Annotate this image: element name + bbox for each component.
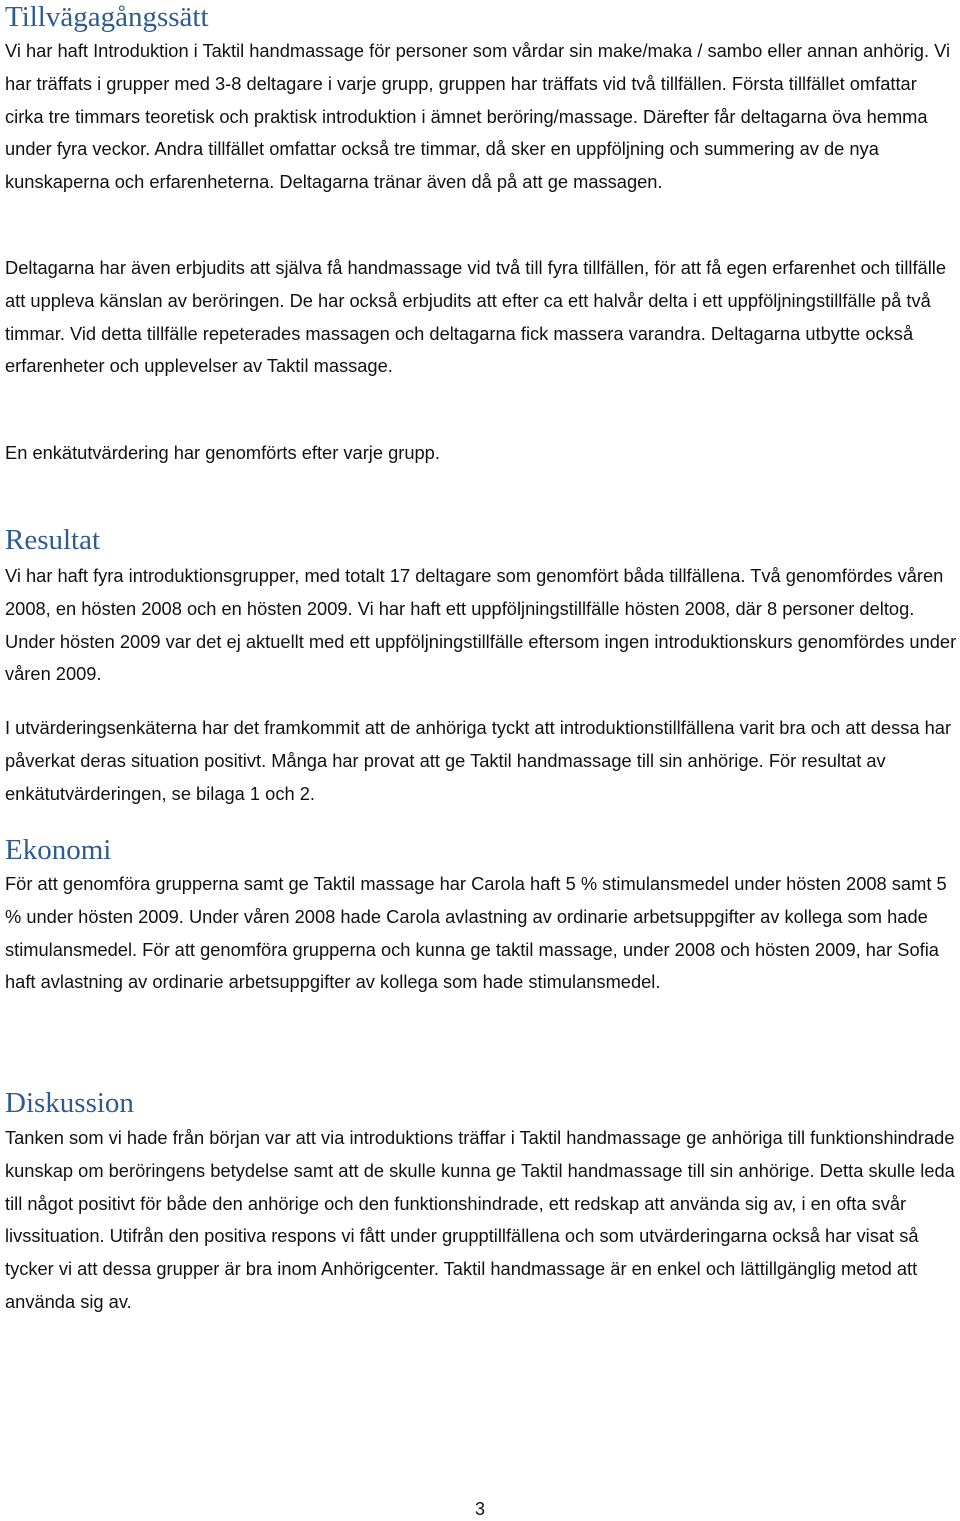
paragraph-resultat-1: Vi har haft fyra introduktionsgrupper, med totalt 17 deltagare som genomfört båda tillfällena. Två genomfördes våren 2008, en hösten 2008 och en hösten 2009. Vi har haft ett uppföljningstillfälle hösten 2008, där 8 personer deltog. Under hösten 2009 var det ej aktuellt med ett uppföljningstillfälle eftersom ingen introduktionskurs genomfördes under våren 2009.	[5, 565, 957, 685]
heading-tillvagagangssatt: Tillvägagångssätt	[5, 1, 209, 33]
paragraph-tillvagagangssatt-1: Vi har haft Introduktion i Taktil handmassage för personer som vårdar sin make/maka / sambo eller annan anhörig. Vi har träffats i grupper med 3-8 deltagare i varje grupp, gruppen har träffats vid två tillfällen. Första tillfället omfattar cirka tre timmars teoretisk och praktisk introduktion i ämnet beröring/massage. Därefter får deltagarna öva hemma under fyra veckor. Andra tillfället omfattar också tre timmar, då sker en uppföljning och summering av de nya kunskaperna och erfarenheterna. Deltagarna tränar även då på att ge massagen.	[5, 40, 951, 193]
paragraph-resultat-2: I utvärderingsenkäterna har det framkommit att de anhöriga tyckt att introduktionstillfällena varit bra och att dessa har påverkat deras situation positivt. Många har provat att ge Taktil handmassage till sin anhörige. För resultat av enkätutvärderingen, se bilaga 1 och 2.	[5, 717, 952, 804]
heading-ekonomi: Ekonomi	[5, 834, 112, 866]
heading-diskussion: Diskussion	[5, 1087, 134, 1119]
paragraph-ekonomi-1: För att genomföra grupperna samt ge Taktil massage har Carola haft 5 % stimulansmedel under hösten 2008 samt 5 % under hösten 2009. Under våren 2008 hade Carola avlastning av ordinarie arbetsuppgifter av kollega som hade stimulansmedel. För att genomföra grupperna och kunna ge taktil massage, under 2008 och hösten 2009, har Sofia haft avlastning av ordinarie arbetsuppgifter av kollega som hade stimulansmedel.	[5, 873, 947, 993]
paragraph-tillvagagangssatt-2: Deltagarna har även erbjudits att själva få handmassage vid två till fyra tillfällen, för att få egen erfarenhet och tillfälle att uppleva känslan av beröringen. De har också erbjudits att efter ca ett halvår delta i ett uppföljningstillfälle på två timmar. Vid detta tillfälle repeterades massagen och deltagarna fick massera varandra. Deltagarna utbytte också erfarenheter och upplevelser av Taktil massage.	[5, 257, 946, 377]
paragraph-tillvagagangssatt-3: En enkätutvärdering har genomförts efter varje grupp.	[5, 442, 440, 463]
heading-resultat: Resultat	[5, 524, 101, 556]
paragraph-diskussion-1: Tanken som vi hade från början var att via introduktions träffar i Taktil handmassage ge anhöriga till funktionshindrade kunskap om beröringens betydelse samt att de skulle kunna ge Taktil handmassage till sin anhörige. Detta skulle leda till något positivt för både den anhörige och den funktionshindrade, ett redskap att använda sig av, i en ofta svår livssituation. Utifrån den positiva respons vi fått under grupptillfällena och som utvärderingarna också har visat så tycker vi att dessa grupper är bra inom Anhörigcenter. Taktil handmassage är en enkel och lättillgänglig metod att använda sig av.	[5, 1127, 955, 1312]
page-number: 3	[474, 1499, 485, 1519]
